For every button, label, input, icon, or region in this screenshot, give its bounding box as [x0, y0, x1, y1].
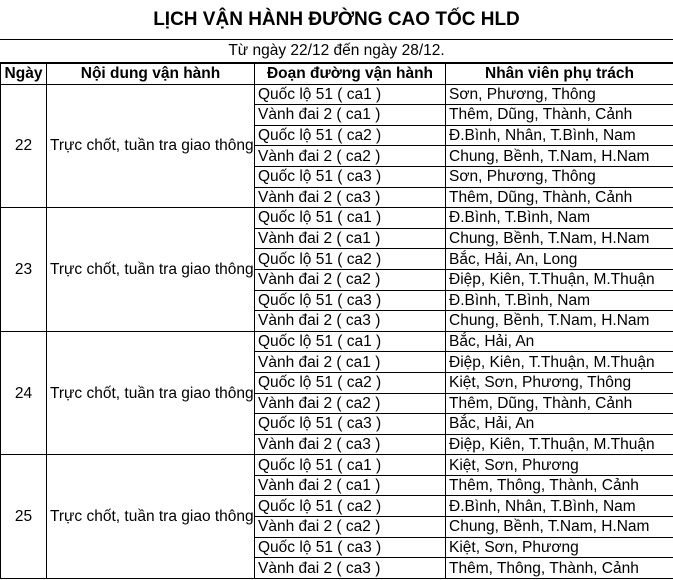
segment-cell[interactable]: Vành đai 2 ( ca3 )	[255, 558, 446, 579]
header-row	[1, 64, 673, 85]
staff-cell[interactable]: Bắc, Hải, An, Long	[446, 249, 673, 270]
day-cell[interactable]: 25	[1, 455, 47, 579]
staff-cell[interactable]: Sơn, Phương, Thông	[446, 84, 673, 105]
staff-cell[interactable]: Điệp, Kiên, T.Thuận, M.Thuận	[446, 352, 673, 373]
content-cell[interactable]: Trực chốt, tuần tra giao thông	[47, 331, 255, 455]
segment-cell[interactable]: Quốc lộ 51 ( ca3 )	[255, 537, 446, 558]
schedule-body	[1, 84, 673, 578]
staff-cell[interactable]: Thêm, Dũng, Thành, Cảnh	[446, 393, 673, 414]
day-cell[interactable]: 22	[1, 84, 47, 208]
segment-cell[interactable]: Quốc lộ 51 ( ca1 )	[255, 455, 446, 476]
segment-cell[interactable]: Quốc lộ 51 ( ca3 )	[255, 166, 446, 187]
table-row	[1, 84, 673, 105]
segment-cell[interactable]: Quốc lộ 51 ( ca1 )	[255, 84, 446, 105]
content-cell[interactable]: Trực chốt, tuần tra giao thông	[47, 455, 255, 579]
content-cell[interactable]: Trực chốt, tuần tra giao thông	[47, 208, 255, 332]
date-range[interactable]: Từ ngày 22/12 đến ngày 28/12.	[0, 40, 673, 63]
schedule-table	[0, 63, 673, 579]
staff-cell[interactable]: Điệp, Kiên, T.Thuận, M.Thuận	[446, 434, 673, 455]
staff-cell[interactable]: Bắc, Hải, An	[446, 331, 673, 352]
staff-cell[interactable]: Đ.Bình, T.Bình, Nam	[446, 290, 673, 311]
day-cell[interactable]: 24	[1, 331, 47, 455]
segment-cell[interactable]: Quốc lộ 51 ( ca1 )	[255, 331, 446, 352]
staff-cell[interactable]: Chung, Bềnh, T.Nam, H.Nam	[446, 146, 673, 167]
segment-cell[interactable]: Vành đai 2 ( ca3 )	[255, 187, 446, 208]
staff-cell[interactable]: Bắc, Hải, An	[446, 414, 673, 435]
segment-cell[interactable]: Quốc lộ 51 ( ca3 )	[255, 414, 446, 435]
segment-cell[interactable]: Vành đai 2 ( ca2 )	[255, 146, 446, 167]
staff-cell[interactable]: Thêm, Dũng, Thành, Cảnh	[446, 187, 673, 208]
segment-cell[interactable]: Quốc lộ 51 ( ca2 )	[255, 125, 446, 146]
segment-cell[interactable]: Vành đai 2 ( ca1 )	[255, 475, 446, 496]
staff-cell[interactable]: Điệp, Kiên, T.Thuận, M.Thuận	[446, 269, 673, 290]
staff-cell[interactable]: Kiệt, Sơn, Phương	[446, 455, 673, 476]
segment-cell[interactable]: Vành đai 2 ( ca2 )	[255, 517, 446, 538]
segment-cell[interactable]: Vành đai 2 ( ca2 )	[255, 269, 446, 290]
segment-cell[interactable]: Quốc lộ 51 ( ca2 )	[255, 249, 446, 270]
header-content[interactable]: Nội dung vận hành	[47, 64, 255, 85]
segment-cell[interactable]: Vành đai 2 ( ca3 )	[255, 434, 446, 455]
segment-cell[interactable]: Vành đai 2 ( ca3 )	[255, 311, 446, 332]
staff-cell[interactable]: Thêm, Thông, Thành, Cảnh	[446, 475, 673, 496]
segment-cell[interactable]: Quốc lộ 51 ( ca3 )	[255, 290, 446, 311]
content-cell[interactable]: Trực chốt, tuần tra giao thông	[47, 84, 255, 208]
staff-cell[interactable]: Chung, Bềnh, T.Nam, H.Nam	[446, 517, 673, 538]
table-row	[1, 455, 673, 476]
staff-cell[interactable]: Đ.Bình, Nhân, T.Bình, Nam	[446, 125, 673, 146]
staff-cell[interactable]: Kiệt, Sơn, Phương	[446, 537, 673, 558]
header-segment[interactable]: Đoạn đường vận hành	[255, 64, 446, 85]
table-row	[1, 331, 673, 352]
staff-cell[interactable]: Đ.Bình, T.Bình, Nam	[446, 208, 673, 229]
sheet-title[interactable]: LỊCH VẬN HÀNH ĐƯỜNG CAO TỐC HLD	[0, 0, 673, 40]
segment-cell[interactable]: Vành đai 2 ( ca1 )	[255, 352, 446, 373]
segment-cell[interactable]: Quốc lộ 51 ( ca1 )	[255, 208, 446, 229]
day-cell[interactable]: 23	[1, 208, 47, 332]
staff-cell[interactable]: Kiệt, Sơn, Phương, Thông	[446, 372, 673, 393]
segment-cell[interactable]: Quốc lộ 51 ( ca2 )	[255, 372, 446, 393]
staff-cell[interactable]: Đ.Bình, Nhân, T.Bình, Nam	[446, 496, 673, 517]
header-staff[interactable]: Nhân viên phụ trách	[446, 64, 673, 85]
staff-cell[interactable]: Chung, Bềnh, T.Nam, H.Nam	[446, 228, 673, 249]
staff-cell[interactable]: Chung, Bềnh, T.Nam, H.Nam	[446, 311, 673, 332]
segment-cell[interactable]: Vành đai 2 ( ca2 )	[255, 393, 446, 414]
staff-cell[interactable]: Thêm, Dũng, Thành, Cảnh	[446, 105, 673, 126]
segment-cell[interactable]: Vành đai 2 ( ca1 )	[255, 105, 446, 126]
segment-cell[interactable]: Quốc lộ 51 ( ca2 )	[255, 496, 446, 517]
staff-cell[interactable]: Thêm, Thông, Thành, Cảnh	[446, 558, 673, 579]
table-row	[1, 208, 673, 229]
segment-cell[interactable]: Vành đai 2 ( ca1 )	[255, 228, 446, 249]
staff-cell[interactable]: Sơn, Phương, Thông	[446, 166, 673, 187]
header-day[interactable]: Ngày	[1, 64, 47, 85]
